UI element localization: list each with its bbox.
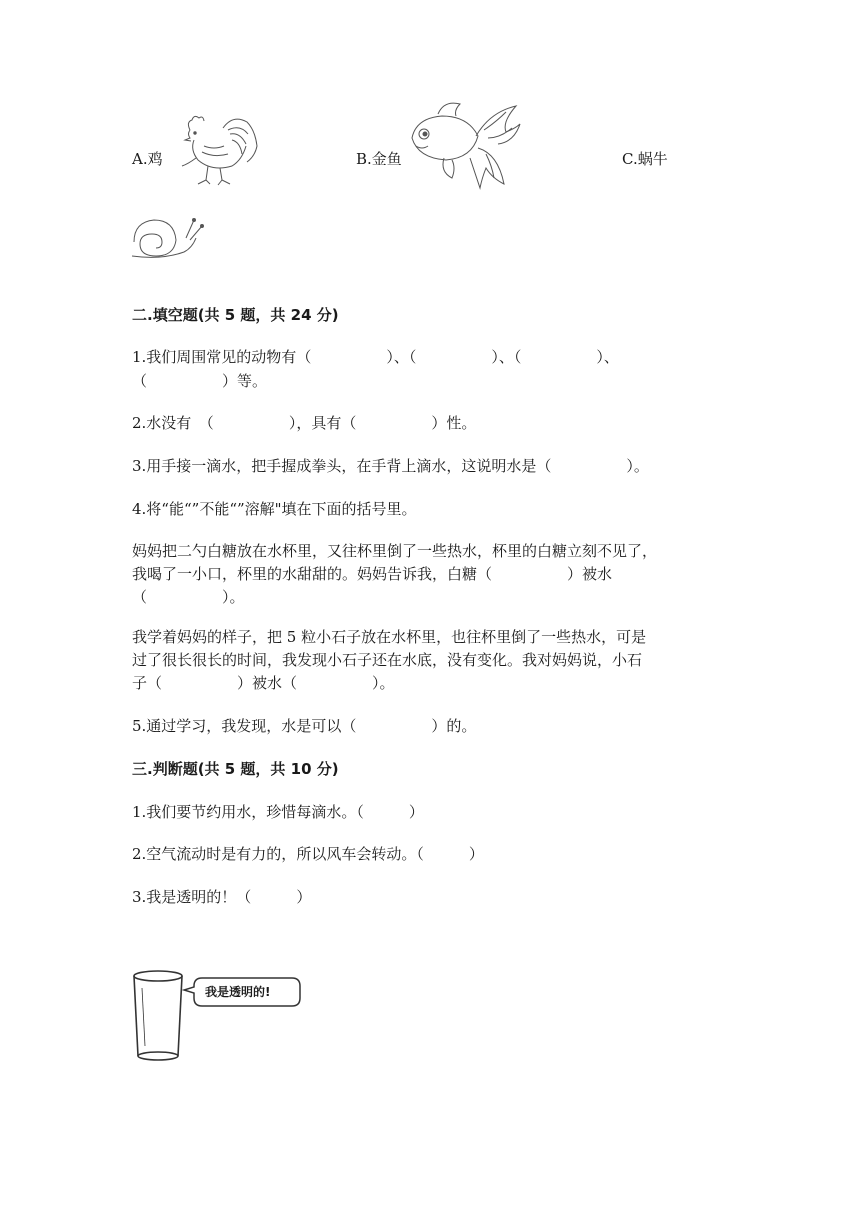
- fill-q1-line1: 1.我们周围常见的动物有（ ）、（ ）、（ ）、: [132, 348, 619, 366]
- fill-q5: 5.通过学习，我发现，水是可以（ ）的。: [132, 717, 477, 735]
- judge-q2: 2.空气流动时是有力的，所以风车会转动。（ ）: [132, 845, 484, 863]
- paragraph-1-line-2: 我喝了一小口，杯里的水甜甜的。妈妈告诉我，白糖（ ）被水: [132, 565, 613, 583]
- section-3-title: 三.判断题(共 5 题，共 10 分): [132, 760, 339, 778]
- paragraph-1-line-1: 妈妈把二勺白糖放在水杯里，又往杯里倒了一些热水，杯里的白糖立刻不见了，: [132, 542, 658, 560]
- rooster-illustration: [168, 112, 264, 192]
- fill-q2: 2.水没有 （ ），具有（ ）性。: [132, 414, 477, 432]
- option-a-label: A.鸡: [132, 150, 163, 168]
- paragraph-2-line-2: 过了很长很长的时间，我发现小石子还在水底，没有变化。我对妈妈说，小石: [132, 651, 643, 669]
- goldfish-illustration: [404, 100, 524, 192]
- speech-bubble-text: 我是透明的!: [205, 985, 271, 999]
- option-c-label: C.蜗牛: [622, 150, 668, 168]
- section-2-title: 二.填空题(共 5 题，共 24 分): [132, 306, 339, 324]
- fill-q4-paragraph-1: [132, 540, 732, 609]
- snail-illustration: [128, 208, 208, 264]
- fill-q3: 3.用手接一滴水，把手握成拳头，在手背上滴水，这说明水是（ ）。: [132, 457, 649, 475]
- paragraph-2-line-3: 子（ ）被水（ ）。: [132, 674, 395, 692]
- paragraph-2-line-1: 我学着妈妈的样子，把 5 粒小石子放在水杯里，也往杯里倒了一些热水，可是: [132, 628, 647, 646]
- paragraph-1-line-3: （ ）。: [132, 588, 245, 606]
- fill-q1-line2: （ ）等。: [132, 372, 268, 390]
- glass-cup-illustration: [128, 968, 188, 1064]
- fill-q4: 4.将“能“”不能“”溶解"填在下面的括号里。: [132, 500, 417, 518]
- fill-q4-paragraph-2: [132, 626, 732, 695]
- option-b-label: B.金鱼: [356, 150, 402, 168]
- judge-q3: 3.我是透明的！（ ）: [132, 888, 312, 906]
- judge-q1: 1.我们要节约用水，珍惜每滴水。（ ）: [132, 803, 424, 821]
